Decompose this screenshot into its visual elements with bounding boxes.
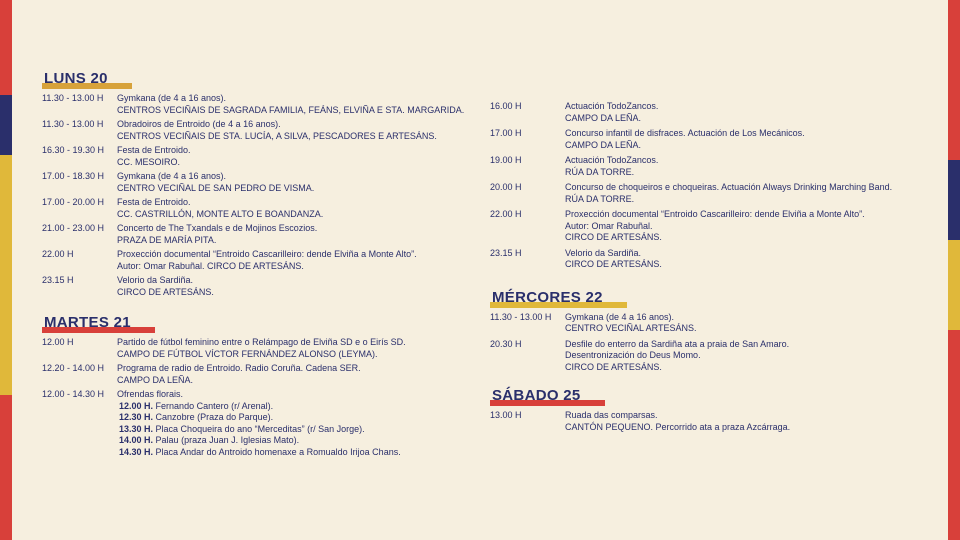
event-location: CANTÓN PEQUENO. Percorrido ata a praza Azcárraga. <box>565 421 791 432</box>
day-section-luns <box>42 70 482 298</box>
event-time: 22.00 H <box>42 249 74 259</box>
event-title: Desfile do enterro da Sardiña ata a praia de San Amaro. <box>565 338 790 349</box>
event-row <box>490 410 930 433</box>
event-time: 22.00 H <box>490 209 522 219</box>
event-row <box>490 209 930 244</box>
event-title: Gymkana (de 4 a 16 anos). <box>117 93 227 103</box>
event-row <box>42 93 482 116</box>
event-row <box>42 223 482 246</box>
event-location: CIRCO DE ARTESÁNS. <box>565 232 662 242</box>
event-time: 13.00 H <box>490 410 522 420</box>
right-stripe-navy <box>948 160 960 240</box>
event-title: Gymkana (de 4 a 16 anos). <box>565 311 675 322</box>
event-title: Concerto de The Txandals e de Mojinos Escozios. <box>117 223 318 233</box>
event-time: 17.00 H <box>490 128 522 138</box>
event-title: Programa de radio de Entroido. Radio Coruña. Cadena SER. <box>117 363 361 373</box>
event-row <box>42 363 482 386</box>
event-title: Obradoiros de Entroido (de 4 a 16 anos). <box>117 119 281 129</box>
event-title: Ofrendas florais. <box>117 389 184 399</box>
event-time: 11.30 - 13.00 H <box>42 93 104 103</box>
event-row <box>42 197 482 220</box>
event-time: 17.00 - 20.00 H <box>42 197 105 207</box>
event-row <box>42 389 482 458</box>
event-location: CAMPO DA LEÑA. <box>565 139 642 150</box>
event-row <box>42 119 482 142</box>
event-location: CAMPO DA LEÑA. <box>117 374 194 385</box>
event-time: 23.15 H <box>42 275 74 285</box>
event-time: 16.00 H <box>490 101 522 111</box>
day-heading: SÁBADO 25 <box>490 387 583 404</box>
right-stripe-red-bottom <box>948 330 960 540</box>
event-list <box>490 312 930 374</box>
offering-item: 14.00 H. Palau (praza Juan J. Iglesias Mato). <box>119 435 300 445</box>
right-stripe-red-top <box>948 0 960 160</box>
event-location: CIRCO DE ARTESÁNS. <box>565 259 662 269</box>
event-time: 17.00 - 18.30 H <box>42 171 105 181</box>
event-title: Festa de Entroido. <box>117 197 191 207</box>
event-list <box>490 101 930 271</box>
event-location: CENTRO VECIÑAL ARTESÁNS. <box>565 323 697 333</box>
event-row <box>490 182 930 205</box>
event-time: 20.30 H <box>490 338 522 349</box>
event-location: CC. CASTRILLÓN, MONTE ALTO E BOANDANZA. <box>117 208 324 219</box>
left-stripe-red-top <box>0 0 12 95</box>
event-row <box>490 312 930 335</box>
day-section-martes-continued <box>490 101 930 271</box>
event-title: Gymkana (de 4 a 16 anos). <box>117 171 227 181</box>
event-row <box>42 337 482 360</box>
event-title: Proxección documental “Entroido Cascarilleiro: dende Elviña a Monte Alto”. <box>117 249 417 259</box>
event-location: CAMPO DA LEÑA. <box>565 112 642 123</box>
left-column <box>42 70 482 472</box>
event-location: RÚA DA TORRE. <box>565 193 635 204</box>
left-stripe-yellow <box>0 155 12 395</box>
event-title: Concurso infantil de disfraces. Actuación de Los Mecánicos. <box>565 128 805 138</box>
event-title: Velorio da Sardiña. <box>117 275 194 285</box>
event-list <box>42 93 482 298</box>
event-location: CENTRO VECIÑAL DE SAN PEDRO DE VISMA. <box>117 182 315 193</box>
event-row <box>490 128 930 151</box>
event-time: 12.20 - 14.00 H <box>42 363 105 373</box>
event-location: CENTROS VECIÑAIS DE STA. LUCÍA, A SILVA, PESCADORES E ARTESÁNS. <box>117 130 437 141</box>
event-time: 19.00 H <box>490 155 522 165</box>
event-time: 16.30 - 19.30 H <box>42 145 105 155</box>
event-title: Velorio da Sardiña. <box>565 247 642 258</box>
day-heading: MÉRCORES 22 <box>490 289 605 306</box>
event-location: CC. MESOIRO. <box>117 156 181 167</box>
event-list <box>490 410 930 433</box>
left-stripe-navy <box>0 95 12 155</box>
event-location: CENTROS VECIÑAIS DE SAGRADA FAMILIA, FEÁNS, ELVIÑA E STA. MARGARIDA. <box>117 104 465 115</box>
event-title: Partido de fútbol feminino entre o Relámpago de Elviña SD e o Eirís SD. <box>117 337 406 347</box>
event-title: Proxección documental “Entroido Cascarilleiro: dende Elviña a Monte Alto”. <box>565 209 865 219</box>
event-location: Autor: Omar Rabuñal. CIRCO DE ARTESÁNS. <box>117 260 304 271</box>
event-time: 20.00 H <box>490 182 522 192</box>
offering-item: 14.30 H. Placa Andar do Antroido homenaxe a Romualdo Irijoa Chans. <box>119 446 401 457</box>
event-row <box>42 249 482 272</box>
event-row <box>42 145 482 168</box>
offering-item: 12.00 H. Fernando Cantero (r/ Arenal). <box>119 400 274 411</box>
event-title: Festa de Entroido. <box>117 145 191 155</box>
event-row <box>42 171 482 194</box>
event-author: Autor: Omar Rabuñal. <box>565 220 653 231</box>
event-time: 21.00 - 23.00 H <box>42 223 105 233</box>
event-title: Actuación TodoZancos. <box>565 101 659 111</box>
day-section-mercores <box>490 289 930 374</box>
event-time: 12.00 - 14.30 H <box>42 389 105 399</box>
left-stripe-red-bottom <box>0 395 12 540</box>
event-list <box>42 337 482 458</box>
event-location: RÚA DA TORRE. <box>565 166 635 177</box>
event-location: CAMPO DE FÚTBOL VÍCTOR FERNÁNDEZ ALONSO (LEYMA). <box>117 348 378 359</box>
day-section-sabado <box>490 387 930 433</box>
event-location: CIRCO DE ARTESÁNS. <box>117 286 214 297</box>
day-section-martes <box>42 314 482 458</box>
event-row <box>490 339 930 374</box>
event-row <box>490 101 930 124</box>
event-time: 12.00 H <box>42 337 74 347</box>
event-time: 23.15 H <box>490 247 522 258</box>
day-heading: LUNS 20 <box>42 70 110 87</box>
offering-item: 12.30 H. Canzobre (Praza do Parque). <box>119 412 274 422</box>
event-title: Actuación TodoZancos. <box>565 155 659 165</box>
right-column <box>490 101 930 447</box>
event-subtitle: Desentronización do Deus Momo. <box>565 350 701 360</box>
event-time: 11.30 - 13.00 H <box>42 119 104 129</box>
event-title: Ruada das comparsas. <box>565 410 658 420</box>
offering-item: 13.30 H. Placa Choqueira do ano “Merceditas” (r/ San Jorge). <box>119 423 365 434</box>
event-location: CIRCO DE ARTESÁNS. <box>565 361 662 372</box>
event-title: Concurso de choqueiros e choqueiras. Actuación Always Drinking Marching Band. <box>565 182 893 192</box>
right-stripe-yellow <box>948 240 960 330</box>
event-row <box>490 155 930 178</box>
event-location: PRAZA DE MARÍA PITA. <box>117 234 217 245</box>
event-row <box>490 248 930 271</box>
day-heading: MARTES 21 <box>42 314 133 331</box>
event-time: 11.30 - 13.00 H <box>490 311 552 322</box>
event-row <box>42 275 482 298</box>
